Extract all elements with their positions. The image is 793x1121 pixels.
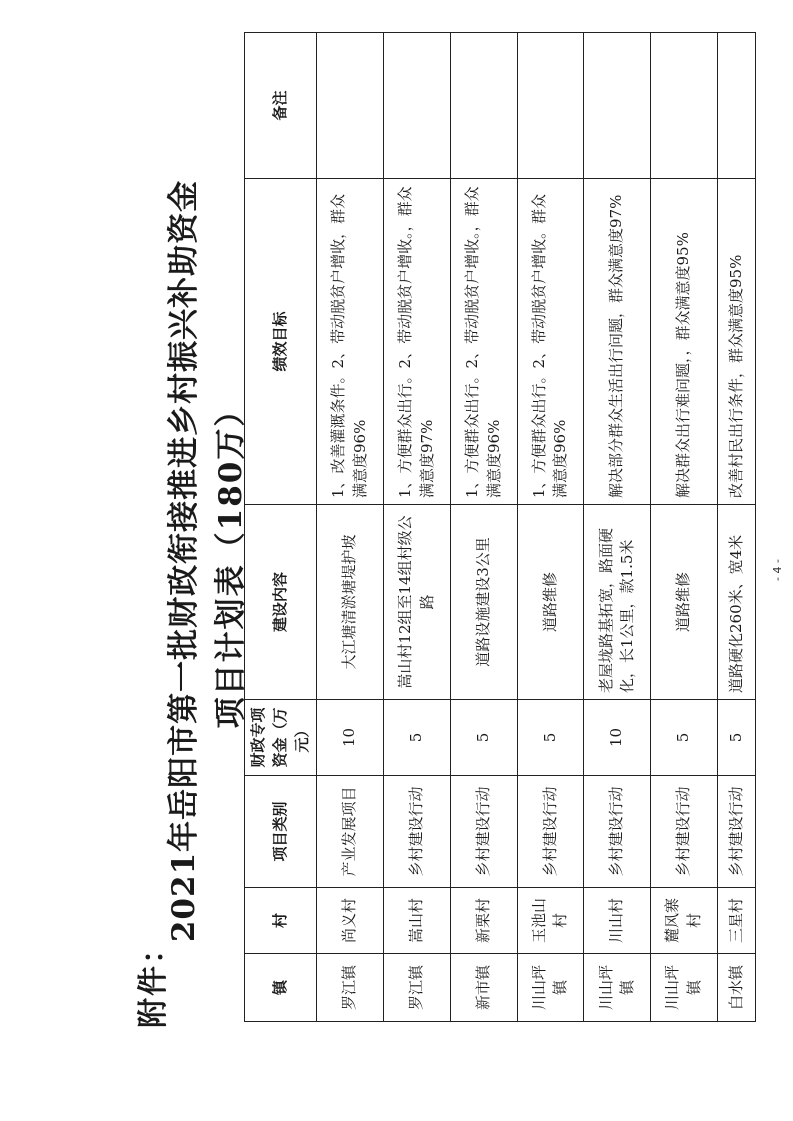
cell-town: 新市镇 xyxy=(450,954,517,1022)
cell-note xyxy=(517,33,584,179)
attachment-label: 附件： xyxy=(136,932,171,1028)
cell-goal: 1、方便群众出行。2、带动脱贫户增收。，群众满意度97% xyxy=(384,179,451,505)
cell-content: 老屋垅路基拓宽，路面硬化，长1公里，款1.5米 xyxy=(584,505,651,700)
cell-content: 道路硬化260米、宽4米 xyxy=(717,505,755,700)
cell-village: 玉池山村 xyxy=(517,888,584,954)
cell-category: 乡村建设行动 xyxy=(517,776,584,888)
cell-note xyxy=(584,33,651,179)
cell-note xyxy=(651,33,718,179)
header-village: 村 xyxy=(245,888,317,954)
cell-funds: 10 xyxy=(584,700,651,776)
cell-funds: 5 xyxy=(384,700,451,776)
cell-content: 嵩山村12组至14组村级公路 xyxy=(384,505,451,700)
cell-note xyxy=(384,33,451,179)
cell-category: 产业发展项目 xyxy=(317,776,384,888)
cell-goal: 解决部分群众生活出行问题，群众满意度97% xyxy=(584,179,651,505)
document-title: 2021年岳阳市第一批财政衔接推进乡村振兴补助资金 xyxy=(166,179,202,943)
table-row xyxy=(717,33,755,1022)
cell-town: 川山坪镇 xyxy=(517,954,584,1022)
cell-note xyxy=(450,33,517,179)
cell-funds: 10 xyxy=(317,700,384,776)
cell-funds: 5 xyxy=(450,700,517,776)
document-subtitle: 项目计划表（180万） xyxy=(213,393,249,729)
cell-category: 乡村建设行动 xyxy=(450,776,517,888)
table-row xyxy=(317,33,384,1022)
cell-goal: 1、改善灌溉条件。2、带动脱贫户增收，群众满意度96% xyxy=(317,179,384,505)
table-row xyxy=(517,33,584,1022)
cell-content: 大江塘清淤塘堤护坡 xyxy=(317,505,384,700)
table-header-row xyxy=(245,33,317,1022)
header-goal: 绩效目标 xyxy=(245,179,317,505)
cell-goal: 1、方便群众出行。2、带动脱贫户增收。群众满意度96% xyxy=(517,179,584,505)
cell-category: 乡村建设行动 xyxy=(651,776,718,888)
cell-goal: 改善村民出行条件，群众满意度95% xyxy=(717,179,755,505)
cell-note xyxy=(717,33,755,179)
cell-funds: 5 xyxy=(651,700,718,776)
table-row xyxy=(584,33,651,1022)
table-row xyxy=(450,33,517,1022)
table-row xyxy=(384,33,451,1022)
cell-category: 乡村建设行动 xyxy=(384,776,451,888)
cell-village: 新栗村 xyxy=(450,888,517,954)
cell-content: 道路维修 xyxy=(651,505,718,700)
cell-category: 乡村建设行动 xyxy=(584,776,651,888)
cell-village: 尚义村 xyxy=(317,888,384,954)
cell-content: 道路设施建设3公里 xyxy=(450,505,517,700)
cell-village: 三星村 xyxy=(717,888,755,954)
cell-village: 川山村 xyxy=(584,888,651,954)
header-funds: 财政专项资金（万元） xyxy=(245,700,317,776)
cell-town: 罗江镇 xyxy=(317,954,384,1022)
header-town: 镇 xyxy=(245,954,317,1022)
header-category: 项目类别 xyxy=(245,776,317,888)
cell-note xyxy=(317,33,384,179)
cell-funds: 5 xyxy=(517,700,584,776)
cell-town: 川山坪镇 xyxy=(584,954,651,1022)
header-note: 备注 xyxy=(245,33,317,179)
cell-town: 白水镇 xyxy=(717,954,755,1022)
cell-town: 罗江镇 xyxy=(384,954,451,1022)
cell-goal: 解决群众出行难问题，，群众满意度95% xyxy=(651,179,718,505)
cell-funds: 5 xyxy=(717,700,755,776)
cell-content: 道路维修 xyxy=(517,505,584,700)
cell-village: 嵩山村 xyxy=(384,888,451,954)
cell-goal: 1、方便群众出行。2、带动脱贫户增收。，群众满意度96% xyxy=(450,179,517,505)
header-content: 建设内容 xyxy=(245,505,317,700)
cell-category: 乡村建设行动 xyxy=(717,776,755,888)
cell-town: 川山坪镇 xyxy=(651,954,718,1022)
project-plan-table xyxy=(244,32,756,1022)
page-number: - 4 - xyxy=(771,559,784,581)
table-row xyxy=(651,33,718,1022)
cell-village: 麓风寨村 xyxy=(651,888,718,954)
